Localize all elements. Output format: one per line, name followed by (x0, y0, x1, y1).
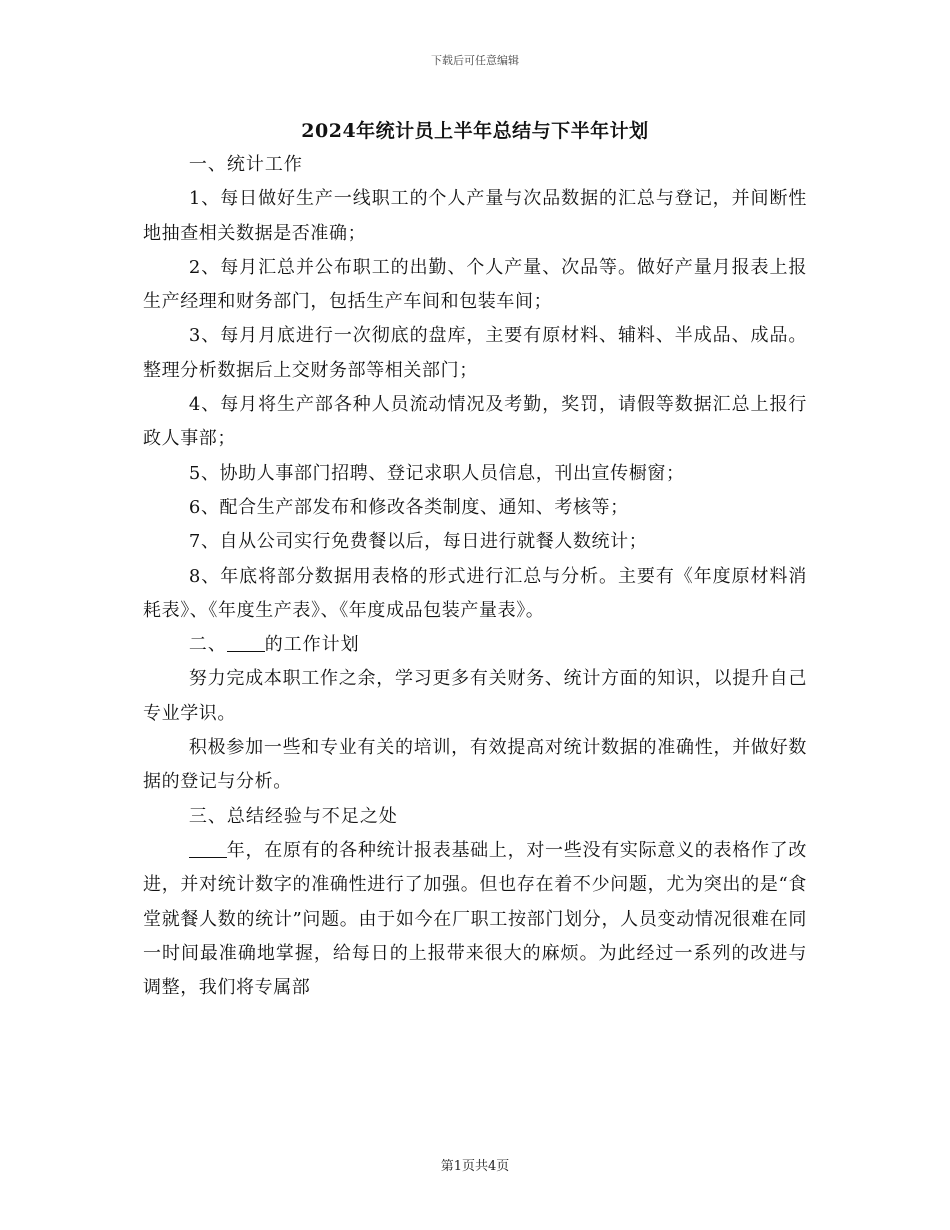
section-heading-2-prefix: 二、 (188, 634, 227, 656)
paragraph-5: 5、协助人事部门招聘、登记求职人员信息，刊出宣传橱窗； (188, 462, 685, 484)
paragraph-6: 6、配合生产部发布和修改各类制度、通知、考核等； (188, 496, 629, 518)
document-title: 2024年统计员上半年总结与下半年计划 (301, 120, 649, 142)
paragraph-7: 7、自从公司实行免费餐以后，每日进行就餐人数统计； (188, 531, 648, 553)
paragraph-2: 2、每月汇总并公布职工的出勤、个人产量、次品等。做好产量月报表上报生产经理和财务部门，包括生产车间和包装车间； (143, 256, 807, 313)
summary-paragraph (143, 834, 807, 1005)
document-body (143, 148, 807, 1005)
paragraph-1: 1、每日做好生产一线职工的个人产量与次品数据的汇总与登记，并间断性地抽查相关数据是否准确； (143, 188, 807, 244)
blank-underline (189, 839, 227, 858)
section-heading-1: 一、统计工作 (188, 154, 303, 175)
paragraph-8: 8、年底将部分数据用表格的形式进行汇总与分析。主要有《年度原材料消耗表》、《年度生产表》、《年度成品包装产量表》。 (143, 565, 807, 621)
plan-paragraph-2: 积极参加一些和专业有关的培训，有效提高对统计数据的准确性，并做好数据的登记与分析。 (143, 737, 807, 793)
paragraph-4: 4、每月将生产部各种人员流动情况及考勤，奖罚，请假等数据汇总上报行政人事部； (143, 394, 807, 450)
section-heading-2-suffix: 的工作计划 (264, 634, 360, 656)
section-heading-3: 三、总结经验与不足之处 (188, 805, 398, 827)
blank-underline (227, 633, 265, 652)
summary-text: 年，在原有的各种统计报表基础上，对一些没有实际意义的表格作了改进，并对统计数字的准确性进行了加强。但也存在着不少问题，尤为突出的是“食堂就餐人数的统计”问题。由于如今在厂职工按部门划分，人员变动情况很难在同一时间最准确地掌握，给每日的上报带来很大的麻烦。为此经过一系列的改进与调整，我们将专属部 (143, 839, 807, 999)
section-heading-2 (143, 628, 807, 662)
page-header: 下载后可任意编辑 (431, 54, 519, 67)
page-footer: 第1页共4页 (440, 1159, 510, 1174)
paragraph-3: 3、每月月底进行一次彻底的盘库，主要有原材料、辅料、半成品、成品。整理分析数据后上交财务部等相关部门； (143, 325, 807, 381)
plan-paragraph-1: 努力完成本职工作之余，学习更多有关财务、统计方面的知识，以提升自己专业学识。 (143, 668, 807, 724)
